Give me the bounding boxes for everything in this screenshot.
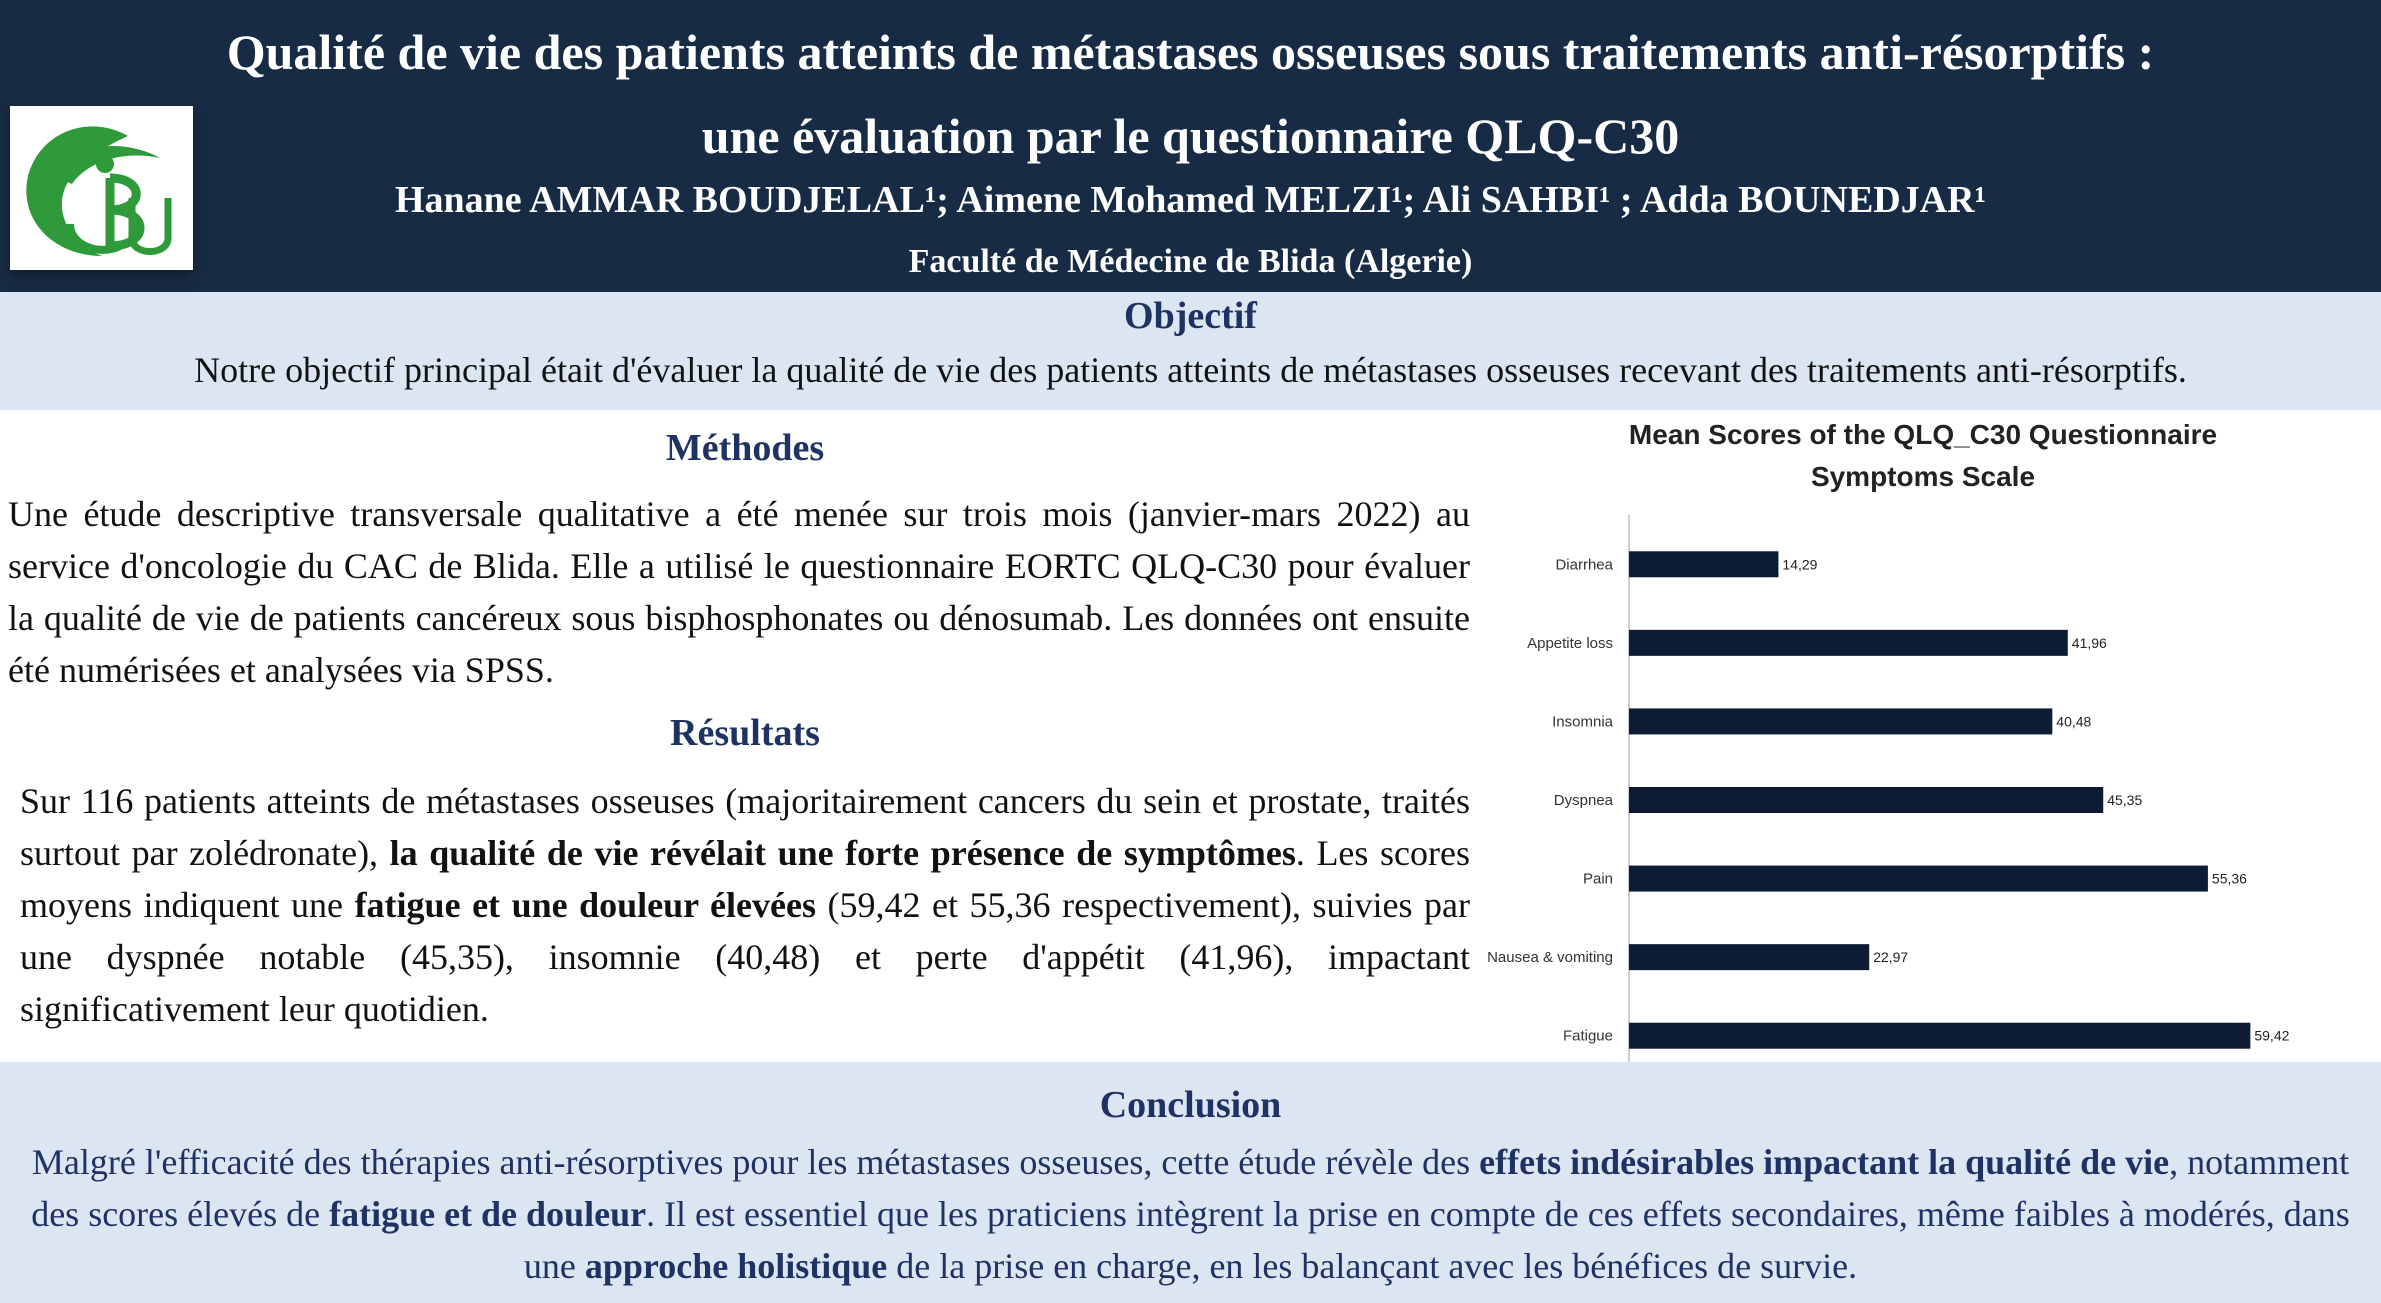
affiliation: Faculté de Médecine de Blida (Algerie)	[908, 243, 1473, 280]
objective-heading: Objectif	[1124, 295, 1257, 337]
chart-bar	[1629, 708, 2052, 734]
objective-text: Notre objectif principal était d'évaluer la qualité de vie des patients atteints de métastases osseuses recevant des traitements anti-résorptifs.	[194, 350, 2187, 390]
chart-category-label: Pain	[1582, 870, 1613, 888]
chart-category-label: Insomnia	[1552, 713, 1613, 731]
poster-title	[0, 10, 2381, 178]
chart-subtitle: Symptoms Scale	[1810, 461, 2036, 492]
authors: Hanane AMMAR BOUDJELAL¹; Aimene Mohamed MELZI¹; Ali SAHBI¹ ; Adda BOUNEDJAR¹	[394, 179, 1987, 221]
chart-bar	[1629, 630, 2068, 656]
chart-category-label: Appetite loss	[1527, 634, 1613, 652]
conclusion-heading: Conclusion	[1099, 1084, 1282, 1126]
conclusion-bold-part: fatigue et de douleur	[329, 1194, 647, 1234]
chart-value-label: 14,29	[1782, 556, 1818, 573]
results-bold-part: la qualité de vie révélait une forte présence de symptômes	[389, 833, 1296, 873]
chart-category-label: Dyspnea	[1553, 792, 1613, 809]
title-line-2: une évaluation par le questionnaire QLQ-C30	[701, 108, 1680, 164]
methods-heading: Méthodes	[665, 427, 825, 469]
chart-category-label: Diarrhea	[1555, 556, 1613, 574]
chart-value-label: 40,48	[2056, 713, 2092, 730]
results-text-part: Sur 116 patients atteints de métastases osseuses (majoritairement cancers du sein et prostate, traités surtout par zolédronate),	[20, 781, 1470, 873]
chart-category-label: Fatigue	[1562, 1027, 1613, 1045]
results-text-part: (59,42 et 55,36 respectivement), suivies par une dyspnée notable (45,35), insomnie (40,48) et perte d'appétit (41,96), impactant significativement leur quotidien.	[20, 885, 1471, 1029]
chart-bar	[1629, 866, 2208, 892]
conclusion-text-part: . Il est essentiel que les praticiens intègrent la prise en compte de ces effets secondaires, même faibles à modérés, dans une	[523, 1194, 2350, 1286]
chart-value-label: 41,96	[2071, 634, 2107, 651]
conclusion-text-part: , notamment des scores élevés de	[31, 1142, 2350, 1234]
poster-header	[0, 0, 2381, 292]
chart-value-label: 45,35	[2107, 792, 2143, 808]
chart-bar	[1629, 1023, 2250, 1049]
symptoms-chart	[1486, 410, 2371, 1100]
methods-text: Une étude descriptive transversale qualitative a été menée sur trois mois (janvier-mars 2022) au service d'oncologie du CAC de Blida. Elle a utilisé le questionnaire EORTC QLQ-C30 pour évaluer la qualité de vie de patients cancéreux sous bisphosphonates ou dénosumab. Les données ont ensuite été numérisées et analysées via SPSS.	[8, 494, 1470, 690]
chart-value-label: 59,42	[2254, 1027, 2290, 1044]
chart-category-label: Nausea & vomiting	[1487, 949, 1613, 967]
results-text	[20, 775, 1470, 1035]
conclusion-bold-part: effets indésirables impactant la qualité de vie	[1479, 1142, 2170, 1182]
conclusion-text-part: de la prise en charge, en les balançant avec les bénéfices de survie.	[887, 1246, 1858, 1286]
chart-title: Mean Scores of the QLQ_C30 Questionnaire	[1628, 419, 2218, 450]
conclusion-bold-part: approche holistique	[584, 1246, 888, 1286]
title-line-1: Qualité de vie des patients atteints de métastases osseuses sous traitements anti-résorptifs :	[226, 24, 2155, 80]
symptoms-chart-svg	[1486, 410, 2371, 1100]
results-heading: Résultats	[670, 712, 820, 754]
conclusion-text-part: Malgré l'efficacité des thérapies anti-résorptives pour les métastases osseuses, cette étude révèle des	[31, 1142, 1480, 1182]
conclusion-text	[20, 1136, 2361, 1292]
results-text-part: . Les scores moyens indiquent une	[20, 833, 1470, 925]
results-bold-part: fatigue et une douleur élevées	[354, 885, 816, 925]
chart-bar	[1629, 551, 1778, 577]
chart-value-label: 55,36	[2211, 870, 2247, 887]
chart-bar	[1629, 944, 1869, 970]
objective-section	[0, 292, 2381, 410]
chart-bar	[1629, 787, 2103, 813]
chart-value-label: 22,97	[1873, 949, 1909, 966]
